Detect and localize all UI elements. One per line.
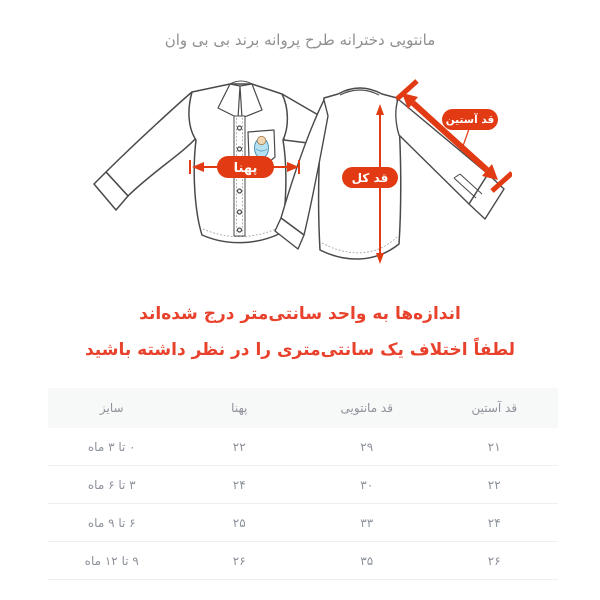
- measurement-diagram: [92, 78, 512, 278]
- cell-sleeve-length: ۲۲: [431, 466, 559, 504]
- table-row: [48, 504, 558, 542]
- table-row: [48, 466, 558, 504]
- cell-manteau-length: ۲۹: [303, 428, 431, 466]
- sleeve-length-label: قد آستین: [445, 114, 495, 126]
- cell-size: ۶ تا ۹ ماه: [48, 504, 176, 542]
- cell-width: ۲۶: [176, 542, 304, 580]
- size-table: [48, 388, 558, 580]
- product-title: مانتویی دخترانه طرح پروانه برند بی بی وان: [164, 31, 436, 49]
- total-length-label: قد کل: [351, 171, 389, 185]
- width-label: پهنا: [233, 161, 258, 176]
- cell-sleeve-length: ۲۴: [431, 504, 559, 542]
- notice-line-2: لطفاً اختلاف یک سانتی‌متری را در نظر داشته باشید: [84, 340, 516, 360]
- cell-size: ۰ تا ۳ ماه: [48, 428, 176, 466]
- cell-width: ۲۵: [176, 504, 304, 542]
- cell-width: ۲۲: [176, 428, 304, 466]
- cell-sleeve-length: ۲۶: [431, 542, 559, 580]
- cell-manteau-length: ۳۰: [303, 466, 431, 504]
- measurement-notice: [0, 296, 600, 368]
- cell-size: ۳ تا ۶ ماه: [48, 466, 176, 504]
- cell-manteau-length: ۳۵: [303, 542, 431, 580]
- cell-size: ۹ تا ۱۲ ماه: [48, 542, 176, 580]
- cell-sleeve-length: ۲۱: [431, 428, 559, 466]
- header-sleeve-length: قد آستین: [431, 388, 559, 428]
- size-table-header-row: [48, 388, 558, 428]
- total-length-arrow-bottom: [376, 253, 384, 264]
- header-size: سایز: [48, 388, 176, 428]
- header-width: پهنا: [176, 388, 304, 428]
- header-manteau-length: قد مانتویی: [303, 388, 431, 428]
- table-row: [48, 428, 558, 466]
- cell-manteau-length: ۳۳: [303, 504, 431, 542]
- cell-width: ۲۴: [176, 466, 304, 504]
- table-row: [48, 542, 558, 580]
- notice-line-1: اندازه‌ها به واحد سانتی‌متر درج شده‌اند: [139, 304, 461, 324]
